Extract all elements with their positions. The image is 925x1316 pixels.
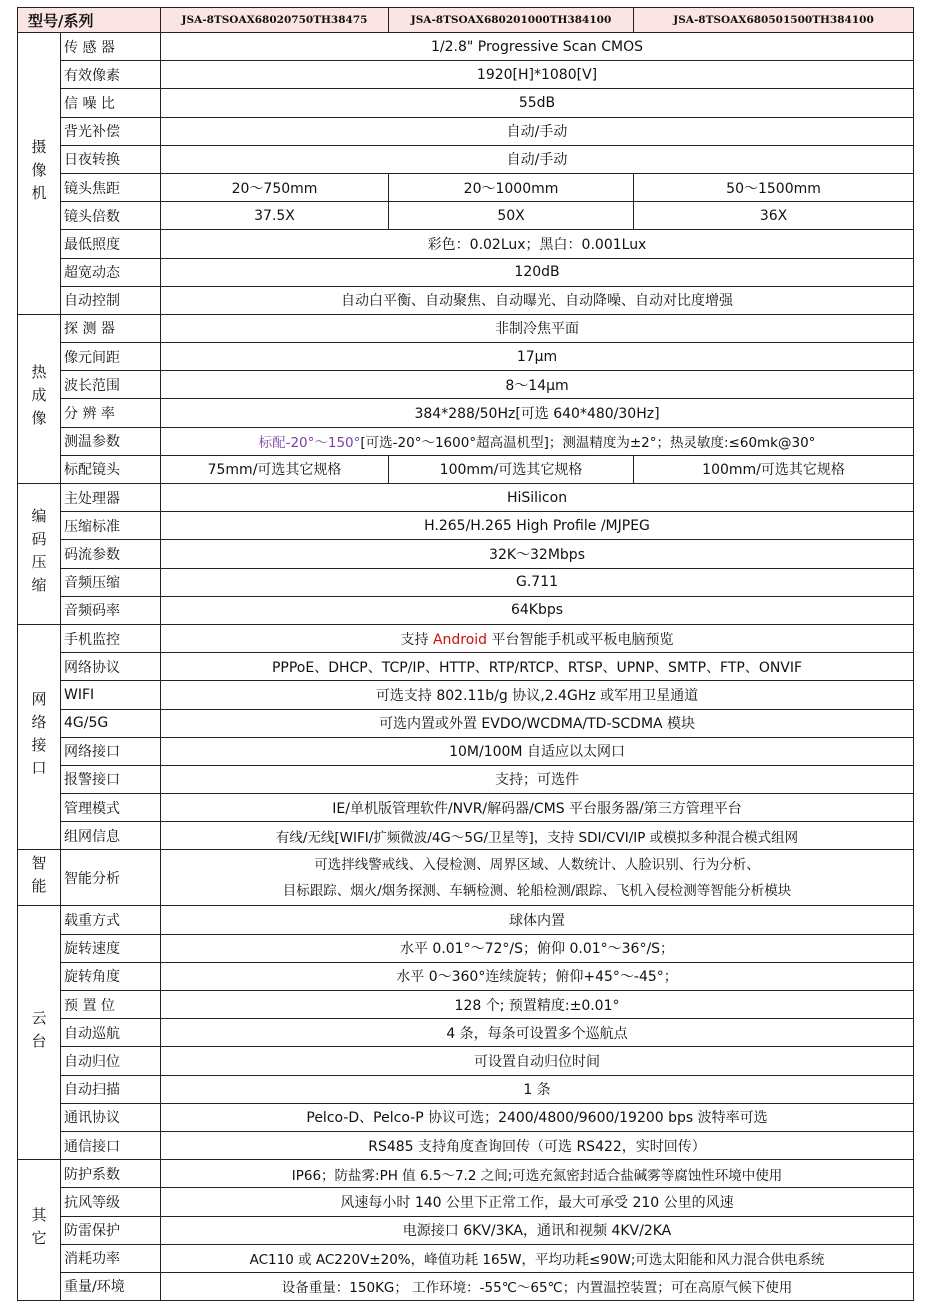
spec-row xyxy=(18,33,914,61)
spec-value: 8～14μm xyxy=(161,371,914,399)
spec-value: 120dB xyxy=(161,258,914,286)
spec-label: 网络接口 xyxy=(61,737,161,765)
model-name: JSA-8TSOAX680201000TH384100 xyxy=(389,8,634,33)
spec-row xyxy=(18,455,914,483)
spec-value: 风速每小时 140 公里下正常工作，最大可承受 210 公里的风速 xyxy=(161,1188,914,1216)
spec-label: 消耗功率 xyxy=(61,1244,161,1272)
spec-value: 非制冷焦平面 xyxy=(161,314,914,342)
spec-value: 100mm/可选其它规格 xyxy=(634,455,914,483)
highlight-text: 标配-20°～150° xyxy=(258,435,361,452)
spec-label: 最低照度 xyxy=(61,230,161,258)
spec-label: 载重方式 xyxy=(61,906,161,934)
spec-row xyxy=(18,540,914,568)
spec-label: 旋转角度 xyxy=(61,962,161,990)
spec-label: 自动控制 xyxy=(61,286,161,314)
spec-value: H.265/H.265 High Profile /MJPEG xyxy=(161,512,914,540)
spec-row xyxy=(18,258,914,286)
spec-row xyxy=(18,1216,914,1244)
spec-label: 自动扫描 xyxy=(61,1075,161,1103)
spec-label: 重量/环境 xyxy=(61,1272,161,1300)
group-label-encoding: 编码压缩 xyxy=(18,484,61,625)
spec-value: RS485 支持角度查询回传（可选 RS422，实时回传） xyxy=(161,1131,914,1159)
spec-label: 超宽动态 xyxy=(61,258,161,286)
spec-value: 球体内置 xyxy=(161,906,914,934)
spec-row xyxy=(18,286,914,314)
spec-row xyxy=(18,1075,914,1103)
spec-row xyxy=(18,709,914,737)
spec-label: 压缩标准 xyxy=(61,512,161,540)
spec-value: 50X xyxy=(389,202,634,230)
spec-value: Pelco-D、Pelco-P 协议可选；2400/4800/9600/19200 bps 波特率可选 xyxy=(161,1103,914,1131)
spec-row xyxy=(18,596,914,624)
spec-label: 标配镜头 xyxy=(61,455,161,483)
spec-label: 组网信息 xyxy=(61,822,161,850)
spec-label: 背光补偿 xyxy=(61,117,161,145)
spec-value-text: [可选-20°～1600°超高温机型]；测温精度为±2°；热灵敏度:≤60mk@30° xyxy=(360,435,816,452)
spec-value xyxy=(161,624,914,652)
spec-label: 预 置 位 xyxy=(61,991,161,1019)
spec-value: 37.5X xyxy=(161,202,389,230)
spec-label: WIFI xyxy=(61,681,161,709)
spec-value: HiSilicon xyxy=(161,484,914,512)
spec-value: 水平 0～360°连续旋转；俯仰+45°～-45°； xyxy=(161,962,914,990)
spec-label: 防护系数 xyxy=(61,1160,161,1188)
spec-row xyxy=(18,343,914,371)
spec-value: 自动/手动 xyxy=(161,117,914,145)
spec-value-text: 支持 xyxy=(400,631,433,648)
spec-value: 有线/无线[WIFI/扩频微波/4G～5G/卫星等]，支持 SDI/CVI/IP 或模拟多种混合模式组网 xyxy=(161,822,914,850)
spec-value: 20～1000mm xyxy=(389,173,634,201)
spec-value: 1920[H]*1080[V] xyxy=(161,61,914,89)
spec-row xyxy=(18,89,914,117)
group-label-smart: 智能 xyxy=(18,850,61,906)
group-label-network: 网络接口 xyxy=(18,624,61,850)
spec-value: 彩色：0.02Lux；黑白：0.001Lux xyxy=(161,230,914,258)
spec-label: 分 辨 率 xyxy=(61,399,161,427)
spec-value: 4 条，每条可设置多个巡航点 xyxy=(161,1019,914,1047)
spec-value-line: 可选拌线警戒线、入侵检测、周界区域、人数统计、人脸识别、行为分析、 xyxy=(314,856,760,873)
spec-value: 50～1500mm xyxy=(634,173,914,201)
spec-value: 100mm/可选其它规格 xyxy=(389,455,634,483)
spec-row xyxy=(18,1019,914,1047)
spec-label: 音频码率 xyxy=(61,596,161,624)
spec-row xyxy=(18,794,914,822)
spec-value: 384*288/50Hz[可选 640*480/30Hz] xyxy=(161,399,914,427)
spec-label: 日夜转换 xyxy=(61,145,161,173)
spec-label: 测温参数 xyxy=(61,427,161,455)
spec-value: 32K～32Mbps xyxy=(161,540,914,568)
spec-row xyxy=(18,653,914,681)
spec-value: 10M/100M 自适应以太网口 xyxy=(161,737,914,765)
spec-label: 自动归位 xyxy=(61,1047,161,1075)
spec-value: 17μm xyxy=(161,343,914,371)
spec-row xyxy=(18,624,914,652)
spec-row xyxy=(18,737,914,765)
spec-label: 有效像素 xyxy=(61,61,161,89)
spec-value: 可设置自动归位时间 xyxy=(161,1047,914,1075)
spec-label: 自动巡航 xyxy=(61,1019,161,1047)
spec-value: 可选内置或外置 EVDO/WCDMA/TD-SCDMA 模块 xyxy=(161,709,914,737)
spec-value: AC110 或 AC220V±20%，峰值功耗 165W，平均功耗≤90W;可选太阳能和风力混合供电系统 xyxy=(161,1244,914,1272)
spec-label: 通信接口 xyxy=(61,1131,161,1159)
spec-row xyxy=(18,991,914,1019)
spec-label: 码流参数 xyxy=(61,540,161,568)
spec-value: 1/2.8" Progressive Scan CMOS xyxy=(161,33,914,61)
spec-row xyxy=(18,962,914,990)
spec-row xyxy=(18,1272,914,1300)
spec-value: 20～750mm xyxy=(161,173,389,201)
spec-label: 抗风等级 xyxy=(61,1188,161,1216)
spec-value: G.711 xyxy=(161,568,914,596)
spec-value: PPPoE、DHCP、TCP/IP、HTTP、RTP/RTCP、RTSP、UPNP、SMTP、FTP、ONVIF xyxy=(161,653,914,681)
spec-value: IE/单机版管理软件/NVR/解码器/CMS 平台服务器/第三方管理平台 xyxy=(161,794,914,822)
spec-row xyxy=(18,1131,914,1159)
header-row xyxy=(18,8,914,33)
spec-label: 网络协议 xyxy=(61,653,161,681)
spec-row xyxy=(18,427,914,455)
spec-value: 水平 0.01°～72°/S；俯仰 0.01°～36°/S； xyxy=(161,934,914,962)
model-series-label: 型号/系列 xyxy=(18,8,161,33)
spec-row xyxy=(18,484,914,512)
spec-label: 4G/5G xyxy=(61,709,161,737)
spec-row xyxy=(18,1244,914,1272)
spec-value: 36X xyxy=(634,202,914,230)
spec-row xyxy=(18,371,914,399)
highlight-text: Android xyxy=(432,631,488,648)
spec-row xyxy=(18,568,914,596)
spec-value: 电源接口 6KV/3KA，通讯和视频 4KV/2KA xyxy=(161,1216,914,1244)
spec-label: 波长范围 xyxy=(61,371,161,399)
spec-label: 像元间距 xyxy=(61,343,161,371)
spec-label: 信 噪 比 xyxy=(61,89,161,117)
spec-row xyxy=(18,765,914,793)
spec-value-line: 目标跟踪、烟火/烟务探测、车辆检测、轮船检测/跟踪、飞机入侵检测等智能分析模块 xyxy=(282,882,792,899)
spec-label: 手机监控 xyxy=(61,624,161,652)
model-name: JSA-8TSOAX680501500TH384100 xyxy=(634,8,914,33)
spec-row xyxy=(18,230,914,258)
group-label-other: 其它 xyxy=(18,1160,61,1301)
spec-table xyxy=(17,7,914,1301)
spec-row xyxy=(18,1047,914,1075)
spec-row xyxy=(18,202,914,230)
spec-label: 管理模式 xyxy=(61,794,161,822)
spec-row xyxy=(18,512,914,540)
spec-label: 镜头焦距 xyxy=(61,173,161,201)
spec-label: 防雷保护 xyxy=(61,1216,161,1244)
spec-value xyxy=(161,427,914,455)
spec-row xyxy=(18,1160,914,1188)
model-name: JSA-8TSOAX68020750TH38475 xyxy=(161,8,389,33)
spec-row xyxy=(18,850,914,906)
spec-value: 支持；可选件 xyxy=(161,765,914,793)
spec-row xyxy=(18,399,914,427)
spec-row xyxy=(18,1188,914,1216)
spec-value: 64Kbps xyxy=(161,596,914,624)
spec-row xyxy=(18,145,914,173)
group-label-ptz: 云台 xyxy=(18,906,61,1160)
spec-value-text: 平台智能手机或平板电脑预览 xyxy=(487,631,674,648)
spec-row xyxy=(18,681,914,709)
spec-label: 通讯协议 xyxy=(61,1103,161,1131)
spec-value: IP66；防盐雾:PH 值 6.5～7.2 之间;可选充氮密封适合盐碱雾等腐蚀性环境中使用 xyxy=(161,1160,914,1188)
spec-row xyxy=(18,822,914,850)
spec-label: 主处理器 xyxy=(61,484,161,512)
spec-value: 设备重量：150KG； 工作环境：-55℃～65℃；内置温控装置；可在高原气候下使用 xyxy=(161,1272,914,1300)
spec-row xyxy=(18,314,914,342)
spec-row xyxy=(18,1103,914,1131)
spec-row xyxy=(18,906,914,934)
spec-label: 报警接口 xyxy=(61,765,161,793)
spec-value: 128 个; 预置精度:±0.01° xyxy=(161,991,914,1019)
spec-row xyxy=(18,173,914,201)
group-label-camera: 摄像机 xyxy=(18,33,61,315)
spec-value: 75mm/可选其它规格 xyxy=(161,455,389,483)
spec-label: 音频压缩 xyxy=(61,568,161,596)
spec-value xyxy=(161,850,914,906)
spec-label: 探 测 器 xyxy=(61,314,161,342)
spec-label: 传 感 器 xyxy=(61,33,161,61)
spec-row xyxy=(18,61,914,89)
spec-label: 镜头倍数 xyxy=(61,202,161,230)
spec-value: 自动白平衡、自动聚焦、自动曝光、自动降噪、自动对比度增强 xyxy=(161,286,914,314)
spec-value: 1 条 xyxy=(161,1075,914,1103)
spec-label: 旋转速度 xyxy=(61,934,161,962)
spec-value: 可选支持 802.11b/g 协议,2.4GHz 或军用卫星通道 xyxy=(161,681,914,709)
spec-value: 55dB xyxy=(161,89,914,117)
spec-row xyxy=(18,117,914,145)
spec-value: 自动/手动 xyxy=(161,145,914,173)
spec-row xyxy=(18,934,914,962)
group-label-thermal: 热成像 xyxy=(18,314,61,483)
spec-label: 智能分析 xyxy=(61,850,161,906)
